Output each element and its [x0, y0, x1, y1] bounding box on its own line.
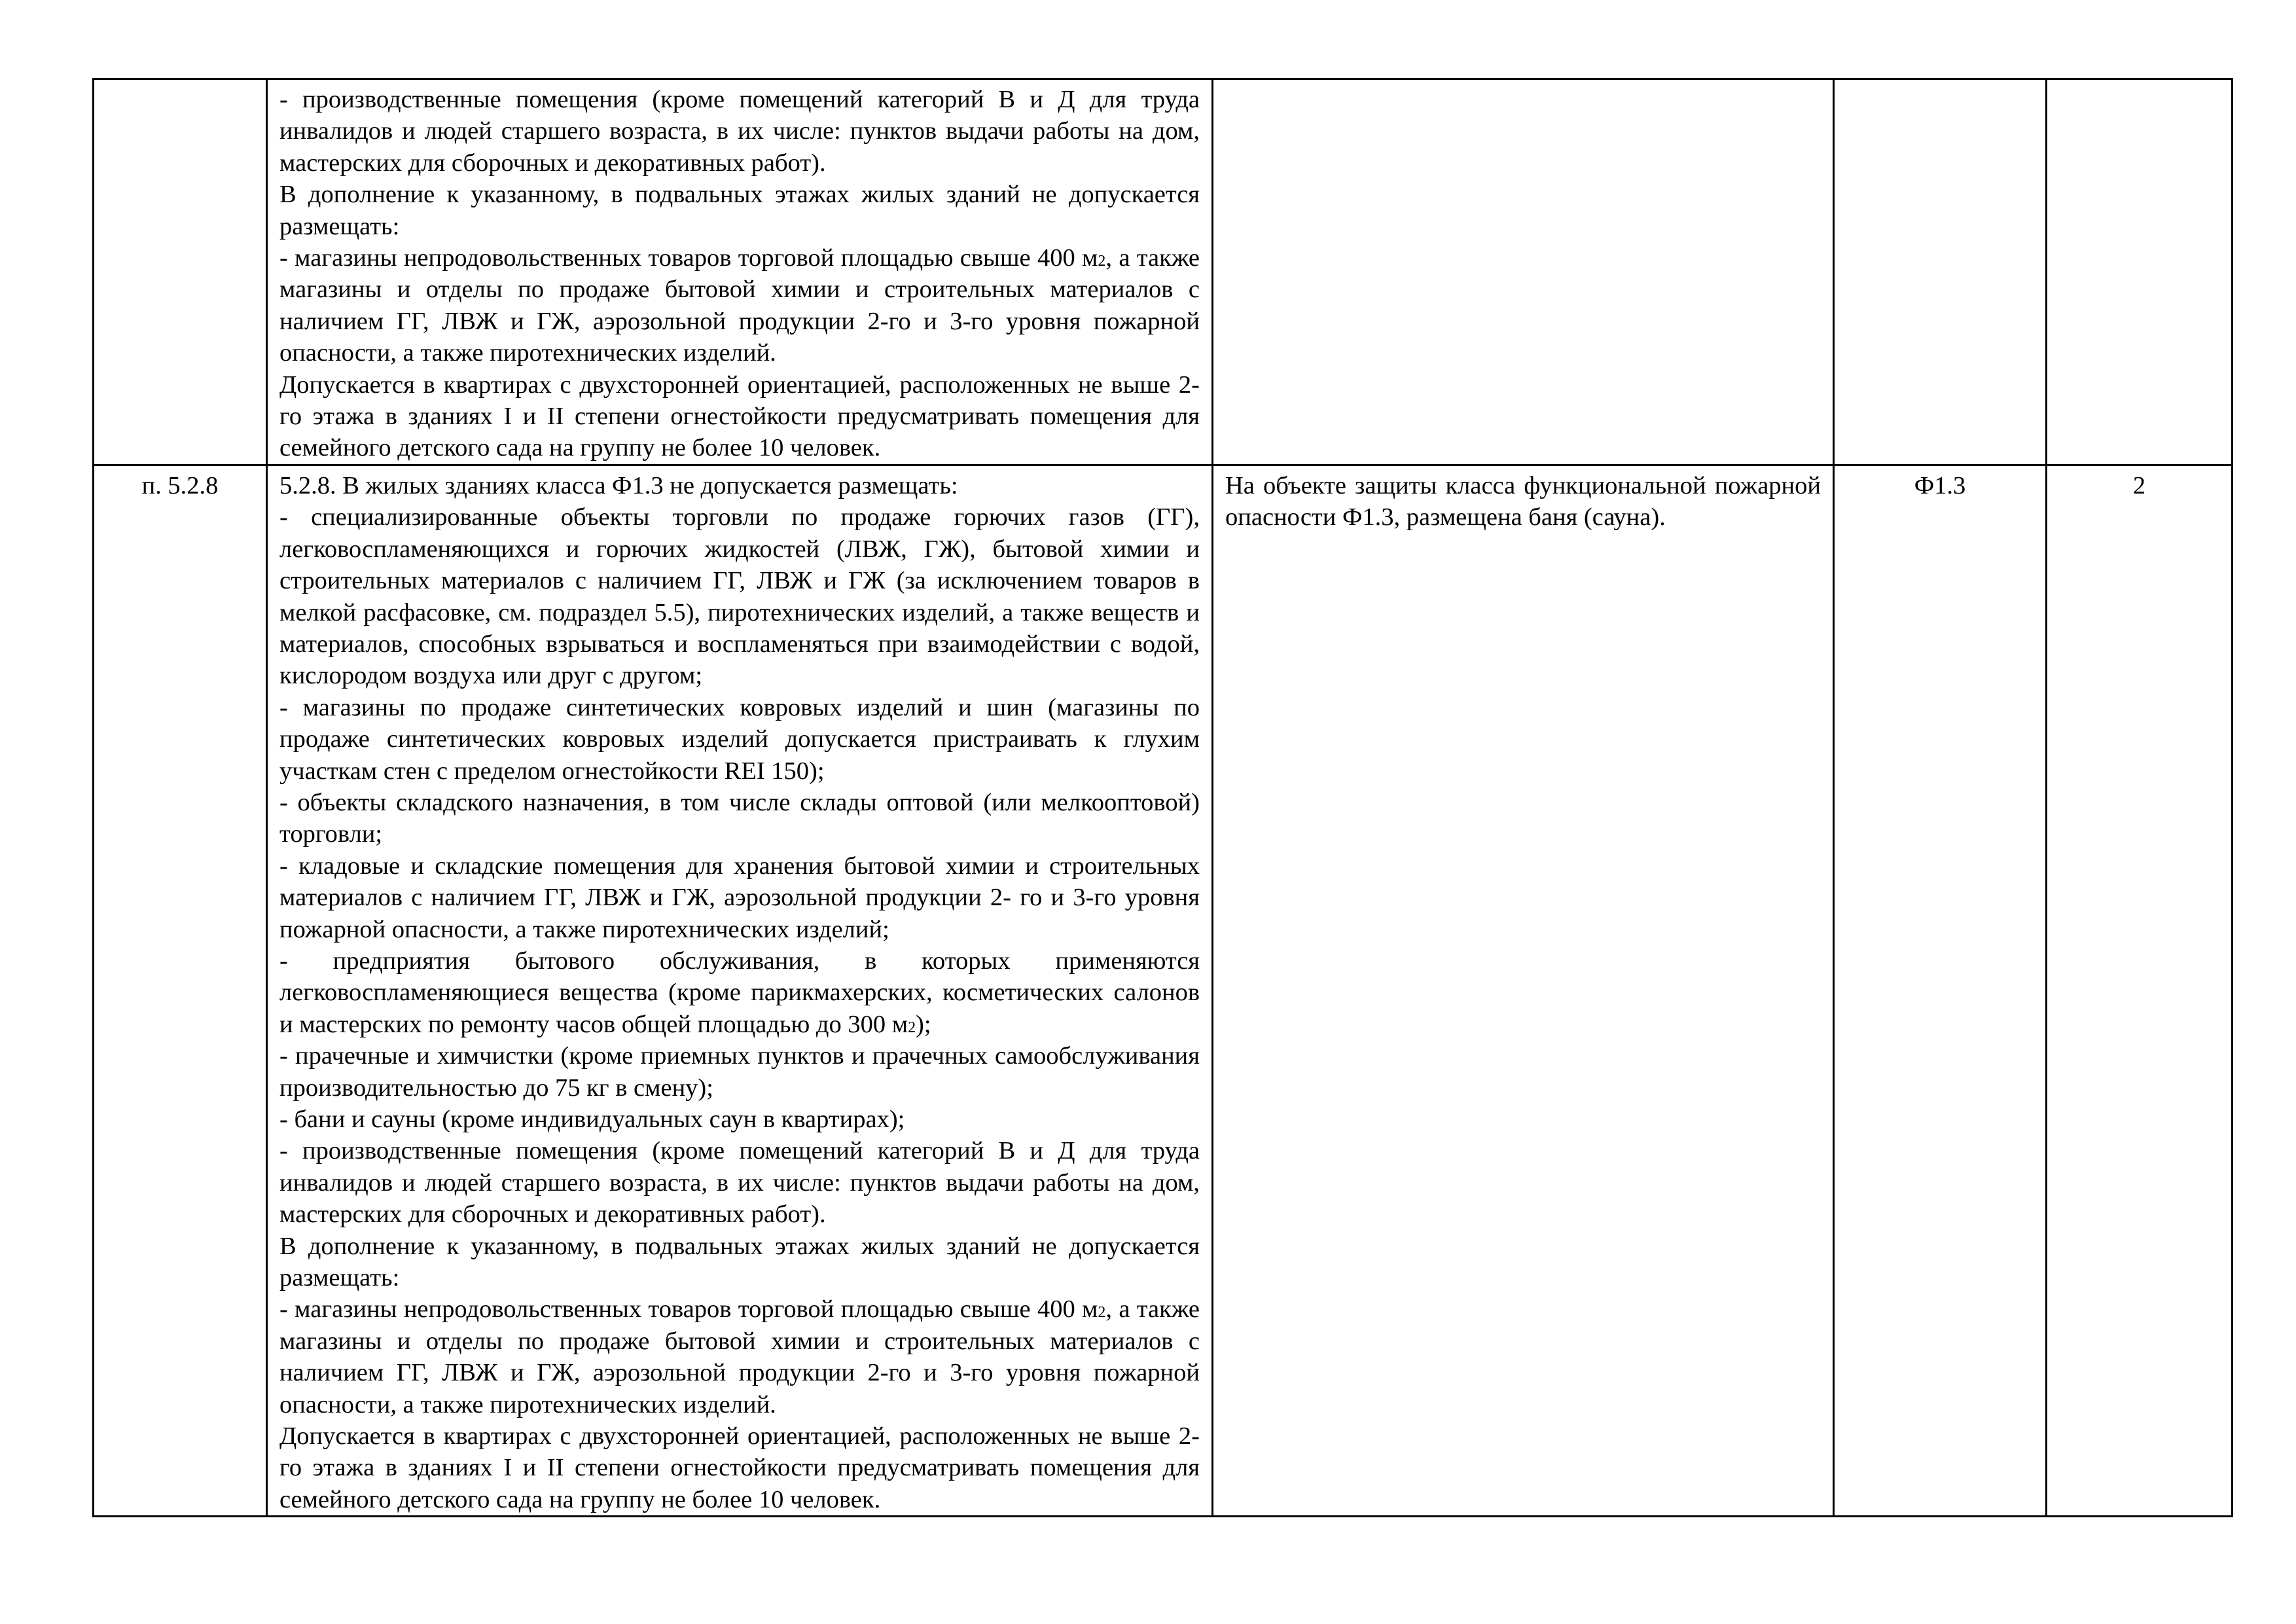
requirement-item: - магазины по продаже синтетических ковровых изделий и шин (магазины по продаже синтетических ковровых изделий допускается пристраивать к глухим участкам стен с пределом огнестойкости REI 150); [279, 693, 1200, 785]
requirement-text: - предприятия бытового обслуживания, в которых применяются легковоспламеняющиеся вещества (кроме парикмахерских, косметических салонов и мастерских по ремонту часов общей площадью до 300 м [279, 947, 1200, 1038]
requirement-item [279, 945, 1200, 1040]
requirement-item: - производственные помещения (кроме помещений категорий В и Д для труда инвалидов и людей старшего возраста, в их числе: пунктов выдачи работы на дом, мастерских для сборочных и декоративных работ). [279, 86, 1200, 177]
requirement-item: В дополнение к указанному, в подвальных этажах жилых зданий не допускается размещать: [279, 1232, 1200, 1292]
violations-table [92, 78, 2233, 1517]
requirement-cell [267, 79, 1213, 465]
class-cell [1834, 79, 2047, 465]
requirement-item [279, 1293, 1200, 1420]
requirement-item: В дополнение к указанному, в подвальных этажах жилых зданий не допускается размещать: [279, 181, 1200, 240]
violation-cell: На объекте защиты класса функциональной пожарной опасности Ф1.3, размещена баня (сауна). [1213, 465, 1834, 1516]
count-cell [2047, 79, 2233, 465]
class-cell: Ф1.3 [1834, 465, 2047, 1516]
requirement-item: - кладовые и складские помещения для хранения бытовой химии и строительных материалов с наличием ГГ, ЛВЖ и ГЖ, аэрозольной продукции 2- го и 3-го уровня пожарной опасности, а также пиротехнических изделий; [279, 852, 1200, 943]
requirement-item: Допускается в квартирах с двухсторонней ориентацией, расположенных не выше 2-го этажа в зданиях I и II степени огнестойкости предусматривать помещения для семейного детского сада на группу не более 10 человек. [279, 370, 1200, 462]
requirement-item: - производственные помещения (кроме помещений категорий В и Д для труда инвалидов и людей старшего возраста, в их числе: пунктов выдачи работы на дом, мастерских для сборочных и декоративных работ). [279, 1137, 1200, 1229]
requirement-item [279, 242, 1200, 369]
requirement-item: - объекты складского назначения, в том числе склады оптовой (или мелкооптовой) торговли; [279, 788, 1200, 848]
requirement-cell [267, 465, 1213, 1516]
requirement-item: Допускается в квартирах с двухсторонней ориентацией, расположенных не выше 2-го этажа в зданиях I и II степени огнестойкости предусматривать помещения для семейного детского сада на группу не более 10 человек. [279, 1422, 1200, 1513]
requirement-item: - специализированные объекты торговли по продаже горючих газов (ГГ), легковоспламеняющихся и горючих жидкостей (ЛВЖ, ГЖ), бытовой химии и строительных материалов с наличием ГГ, ЛВЖ и ГЖ (за исключением товаров в мелкой расфасовке, см. подраздел 5.5), пиротехнических изделий, а также веществ и материалов, способных взрываться и воспламеняться при взаимодействии с водой, кислородом воздуха или друг с другом; [279, 503, 1200, 690]
superscript: 2 [1098, 1304, 1106, 1322]
superscript: 2 [908, 1019, 916, 1036]
ref-cell: п. 5.2.8 [94, 465, 267, 1516]
requirement-text: , а также магазины и отделы по продаже бытовой химии и строительных материалов с наличием ГГ, ЛВЖ и ГЖ, аэрозольной продукции 2-го и 3-го уровня пожарной опасности, а также пиротехнических изделий. [279, 244, 1200, 367]
table-row [94, 465, 2233, 1516]
table-row [94, 79, 2233, 465]
requirement-text: - магазины непродовольственных товаров торговой площадью свыше 400 м [279, 244, 1098, 272]
requirement-intro: 5.2.8. В жилых зданиях класса Ф1.3 не допускается размещать: [279, 471, 958, 499]
requirement-text: ); [916, 1010, 931, 1038]
superscript: 2 [1098, 253, 1106, 270]
violation-cell [1213, 79, 1834, 465]
ref-cell [94, 79, 267, 465]
requirement-item: - прачечные и химчистки (кроме приемных пунктов и прачечных самообслуживания производительностью до 75 кг в смену); [279, 1042, 1200, 1102]
requirement-text: - магазины непродовольственных товаров торговой площадью свыше 400 м [279, 1295, 1098, 1324]
count-cell: 2 [2047, 465, 2233, 1516]
requirement-text: , а также магазины и отделы по продаже бытовой химии и строительных материалов с наличием ГГ, ЛВЖ и ГЖ, аэрозольной продукции 2-го и 3-го уровня пожарной опасности, а также пиротехнических изделий. [279, 1295, 1200, 1418]
requirement-item: - бани и сауны (кроме индивидуальных саун в квартирах); [279, 1106, 905, 1133]
